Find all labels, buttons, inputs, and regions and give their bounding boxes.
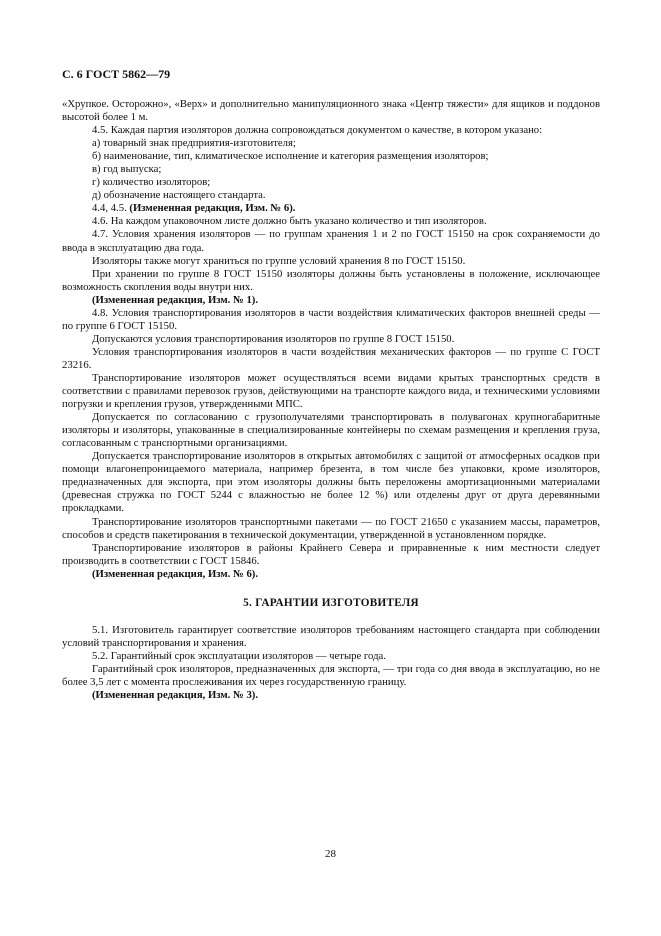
paragraph <box>62 411 600 450</box>
paragraph <box>62 137 600 150</box>
paragraph-text: Гарантийный срок изоляторов, предназначенных для экспорта, — три года со дня ввода в эксплуатацию, но не более 3,5 лет с момента прослеживания их через государственную границу. <box>62 662 600 688</box>
paragraph-text: в) год выпуска; <box>92 163 162 176</box>
section-5-text <box>62 624 600 702</box>
page-header: С. 6 ГОСТ 5862—79 <box>62 67 171 81</box>
page-number: 28 <box>325 848 336 860</box>
paragraph <box>62 568 600 581</box>
paragraph-text: б) наименование, тип, климатическое исполнение и категория размещения изоляторов; <box>92 150 489 163</box>
paragraph <box>62 689 600 702</box>
paragraph <box>62 516 600 542</box>
document-body <box>62 98 600 702</box>
paragraph <box>62 189 600 202</box>
paragraph-text: 4.4, 4.5. <box>92 202 130 215</box>
paragraph <box>62 150 600 163</box>
paragraph <box>62 450 600 515</box>
amendment-note: (Измененная редакция, Изм. № 6). <box>129 202 296 215</box>
paragraph <box>62 307 600 333</box>
paragraph <box>62 372 600 411</box>
paragraph-text: (Измененная редакция, Изм. № 1). <box>92 293 259 306</box>
paragraph <box>62 650 600 663</box>
paragraph-text: 5.1. Изготовитель гарантирует соответствие изоляторов требованиям настоящего стандарта при соблюдении условий транспортирования и хранения. <box>62 623 600 649</box>
paragraph <box>62 215 600 228</box>
paragraph-text: (Измененная редакция, Изм. № 6). <box>92 567 259 580</box>
paragraph <box>62 228 600 254</box>
paragraph <box>62 294 600 307</box>
paragraph-text: Условия транспортирования изоляторов в части воздействия механических факторов — по группе С ГОСТ 23216. <box>62 345 600 371</box>
paragraph-text: 4.7. Условия хранения изоляторов — по группам хранения 1 и 2 по ГОСТ 15150 на срок сохраняемости до ввода в эксплуатацию два года. <box>62 228 600 254</box>
paragraph-text: (Измененная редакция, Изм. № 3). <box>92 689 259 702</box>
paragraph <box>62 624 600 650</box>
paragraph <box>62 176 600 189</box>
paragraph <box>62 333 600 346</box>
paragraph-text: а) товарный знак предприятия-изготовителя; <box>92 137 296 150</box>
paragraph <box>62 202 600 215</box>
paragraph-text: Изоляторы также могут храниться по группе условий хранения 8 по ГОСТ 15150. <box>92 254 466 267</box>
paragraph <box>62 98 600 124</box>
paragraph-text: Транспортирование изоляторов транспортными пакетами — по ГОСТ 21650 с указанием массы, параметров, способов и средств пакетирования в технической документации, утвержденной в установленном порядке. <box>62 515 600 541</box>
section-5-title: 5. ГАРАНТИИ ИЗГОТОВИТЕЛЯ <box>243 596 419 609</box>
paragraph-text: Допускается по согласованию с грузополучателями транспортировать в полувагонах крупногабаритные изоляторы и изоляторы, упакованные в специализированные контейнеры по схемам размещения и крепления груза, согласованным с транспортными организациями. <box>62 411 600 450</box>
paragraph-text: д) обозначение настоящего стандарта. <box>92 189 266 202</box>
paragraph-text: Допускается транспортирование изоляторов в открытых автомобилях с защитой от атмосферных осадков при помощи влагонепроницаемого материала, например брезента, в том числе без упаковки, кроме изоляторов, предназначенных для экспорта, при этом изоляторы должны быть переложены амортизационными материалами (древесная стружка по ГОСТ 5244 с влажностью не более 12 %) или отделены друг от друга деревянными прокладками. <box>62 450 600 515</box>
paragraph <box>62 542 600 568</box>
paragraph-text: 4.5. Каждая партия изоляторов должна сопровождаться документом о качестве, в котором указано: <box>92 124 543 137</box>
paragraph <box>62 663 600 689</box>
paragraph <box>62 255 600 268</box>
paragraph-text: 5.2. Гарантийный срок эксплуатации изоляторов — четыре года. <box>92 649 386 662</box>
paragraph-text: 4.8. Условия транспортирования изоляторов в части воздействия климатических факторов внешней среды — по группе 6 ГОСТ 15150. <box>62 306 600 332</box>
section-4-text <box>62 98 600 581</box>
paragraph-text: г) количество изоляторов; <box>92 176 211 189</box>
paragraph <box>62 124 600 137</box>
paragraph <box>62 268 600 294</box>
paragraph-text: «Хрупкое. Осторожно», «Верх» и дополнительно манипуляционного знака «Центр тяжести» для ящиков и поддонов высотой более 1 м. <box>62 98 600 124</box>
paragraph-text: При хранении по группе 8 ГОСТ 15150 изоляторы должны быть установлены в положение, исключающее возможность скопления воды внутри них. <box>62 267 600 293</box>
paragraph-text: Транспортирование изоляторов в районы Крайнего Севера и приравненные к ним местности следует производить в соответствии с ГОСТ 15846. <box>62 541 600 567</box>
paragraph <box>62 163 600 176</box>
paragraph-text: Допускаются условия транспортирования изоляторов по группе 8 ГОСТ 15150. <box>92 332 455 345</box>
paragraph-text: 4.6. На каждом упаковочном листе должно быть указано количество и тип изоляторов. <box>92 215 487 228</box>
paragraph <box>62 346 600 372</box>
paragraph-text: Транспортирование изоляторов может осуществляться всеми видами крытых транспортных средств в соответствии с правилами перевозок грузов, действующими на транспорте каждого вида, и техническими условиями погрузки и крепления грузов, утвержденными МПС. <box>62 371 600 411</box>
